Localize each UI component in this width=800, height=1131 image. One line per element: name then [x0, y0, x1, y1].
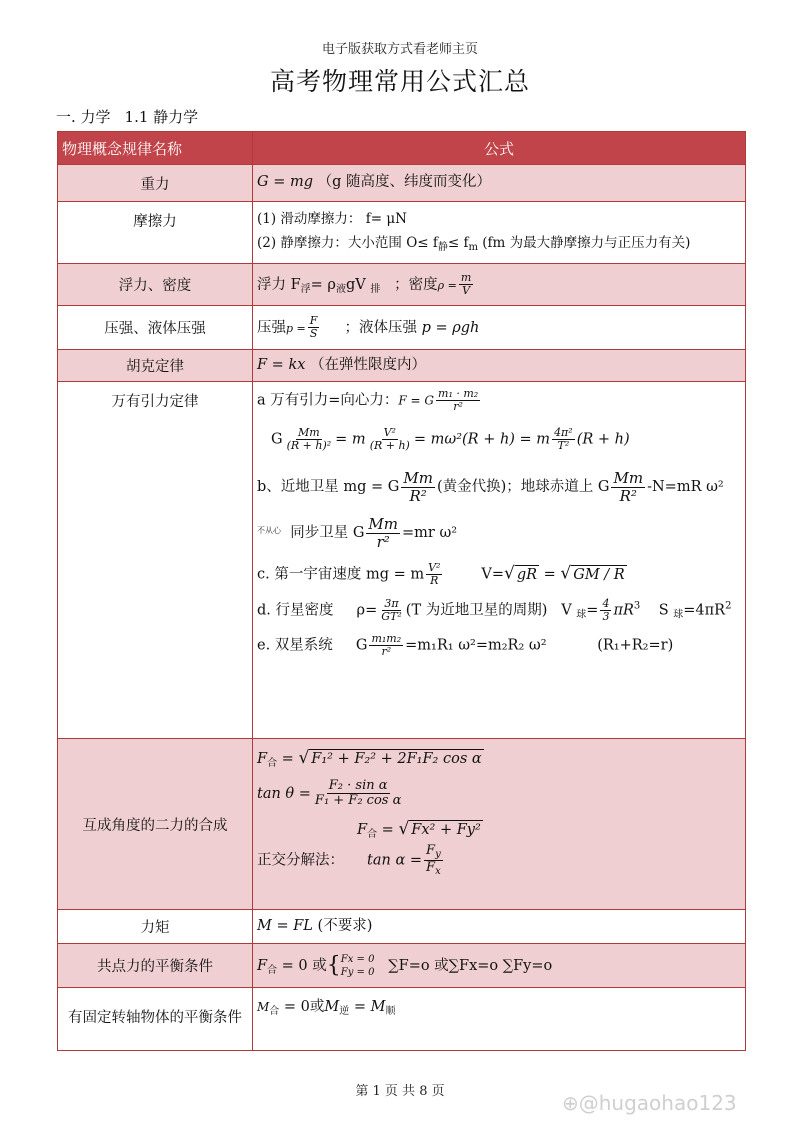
table-row-buoyancy	[58, 264, 746, 306]
orthogonal-label: 正交分解法：	[257, 852, 344, 869]
gravitation-d-label: d. 行星密度	[257, 602, 334, 619]
row-name: 互成角度的二力的合成	[58, 739, 253, 910]
formula-table	[57, 131, 746, 1051]
section-heading	[56, 106, 198, 127]
row-formula: 压强p = $\frac{F}{S}$ ；液体压强 p = ρgh	[253, 306, 746, 350]
gravitation-c-label: c. 第一宇宙速度 mg = m	[257, 566, 425, 583]
document-title: 高考物理常用公式汇总	[269, 67, 530, 96]
row-formula: $M_合 = 0$或$M_逆 = M_顺$	[253, 988, 746, 1051]
row-formula: 浮力 $F_浮= \rho_液gV$ $_排$ ；密度ρ = $\frac{m}{V}$	[253, 264, 746, 306]
static-note: (fm 为最大静摩擦力与正压力有关)	[482, 235, 691, 252]
gravitation-e-label: e. 双星系统	[257, 637, 333, 654]
pressure-label: 压强	[257, 319, 286, 336]
gravitation-b-tail: -N=mR ω²	[647, 479, 724, 496]
row-name: 压强、液体压强	[58, 306, 253, 350]
gravitation-b-label: b、近地卫星 mg = G	[257, 479, 400, 496]
page-footer: 第 1 页 共 8 页	[355, 1084, 445, 1099]
row-name: 共点力的平衡条件	[58, 944, 253, 988]
row-formula: F = kx （在弹性限度内）	[253, 350, 746, 382]
hooke-note: （在弹性限度内）	[310, 356, 427, 373]
gravitation-d-note: (T 为近地卫星的周期)	[405, 602, 548, 619]
row-formula: (1) 滑动摩擦力： f= μN (2) 静摩擦力：大小范围 $O\le f_静\le f_m$ (fm 为最大静摩擦力与正压力有关)	[253, 202, 746, 264]
buoyancy-label: 浮力 F	[257, 276, 301, 293]
or-text: 或	[309, 999, 325, 1015]
watermark: ⊕@hugaohao123	[562, 1091, 737, 1115]
gravitation-a-label: a 万有引力=向心力：	[257, 392, 399, 409]
row-formula: $F_合$ = √ F₁² + F₂² + 2F₁F₂ cos α tan θ = $\frac{\text{F₂ · sin α}}{\text{F₁ + F₂ cos α}}$ $F_合$ = √ Fx² + Fy² 正交分解法： tan α = $\frac{F_y}{F_x}$	[253, 739, 746, 910]
gravitation-b-note: (黄金代换)；地球赤道上 G	[436, 479, 610, 496]
row-name: 重力	[58, 165, 253, 202]
gravitation-e-note: (R₁+R₂=r)	[597, 637, 674, 654]
table-row-composition	[58, 739, 746, 910]
table-row-hooke	[58, 350, 746, 382]
row-name: 摩擦力	[58, 202, 253, 264]
column-header-formula: 公式	[253, 132, 746, 165]
equilibrium-sums: ∑F=o 或∑Fx=o ∑Fy=o	[388, 957, 553, 974]
density-label: ；密度	[394, 276, 438, 293]
row-formula: a 万有引力=向心力：F = G $\frac{\text{m₁ · m₂}}{\text{r²}}$ G $\frac{Mm}{\text{(R + h)²}}$ = m $\frac{\text{V²}}{(R + h)}$ = mω²(R + h) = m $\frac{\text{4π²}}{\text{T²}}$ (R + h) b、近地卫星 mg = G $\frac{Mm}{\text{R²}}$ (黄金代换)；地球赤道上 G $\frac{Mm}{\text{R²}}$ -N=mR ω² $^{不从心}$ 同步卫星 G $\frac{Mm}{\text{r²}}$ =mr ω² c. 第一宇宙速度 mg = m $\frac{\text{V²}}{R}$ V=√ gR = √ GM / R d. 行星密度 ρ= $\frac{3\pi}{\text{GT²}}$ (T 为近地卫星的周期) V $_球$= $\frac{4}{3}$ $\pi R^3$ S $_球=4\pi R^2$ e. 双星系统 G $\frac{\text{m₁m₂}}{\text{r²}}$ =m₁R₁ ω²=m₂R₂ ω² (R₁+R₂=r)	[253, 382, 746, 739]
row-formula: G = mg （g 随高度、纬度而变化）	[253, 165, 746, 202]
table-row-gravity	[58, 165, 746, 202]
table-row-pressure	[58, 306, 746, 350]
row-name: 力矩	[58, 910, 253, 944]
table-row-fixed-axis	[58, 988, 746, 1051]
column-header-name: 物理概念规律名称	[58, 132, 253, 165]
table-header-row	[58, 132, 746, 165]
moment-note: (不要求)	[317, 917, 373, 934]
static-label: (2) 静摩擦力：大小范围	[257, 235, 402, 252]
table-row-gravitation	[58, 382, 746, 739]
sliding-label: (1) 滑动摩擦力：	[257, 211, 362, 228]
table-row-moment	[58, 910, 746, 944]
tiny-note: 不从心	[257, 526, 281, 536]
sliding-formula: f= μN	[365, 211, 407, 228]
row-name: 有固定转轴物体的平衡条件	[58, 988, 253, 1051]
row-formula: $F_合 = 0$ 或{Fx = 0 Fy = 0 ∑F=o 或∑Fx=o ∑Fy=o	[253, 944, 746, 988]
table-row-equilibrium	[58, 944, 746, 988]
gravitation-e-mid: =m₁R₁ ω²=m₂R₂ ω²	[405, 637, 547, 654]
row-formula: M = FL (不要求)	[253, 910, 746, 944]
sync-satellite-tail: =mr ω²	[402, 525, 458, 542]
row-name: 万有引力定律	[58, 382, 253, 739]
sync-satellite-label: 同步卫星 G	[290, 525, 365, 542]
table-row-friction	[58, 202, 746, 264]
row-name: 浮力、密度	[58, 264, 253, 306]
subsection-label: 1.1 静力学	[124, 108, 199, 126]
section-label: 一. 力学	[56, 108, 111, 126]
row-name: 胡克定律	[58, 350, 253, 382]
liquid-pressure-label: ；液体压强	[344, 319, 417, 336]
top-note: 电子版获取方式看老师主页	[321, 42, 478, 57]
gravity-note: （g 随高度、纬度而变化）	[317, 174, 492, 191]
or-text: 或	[312, 957, 327, 974]
